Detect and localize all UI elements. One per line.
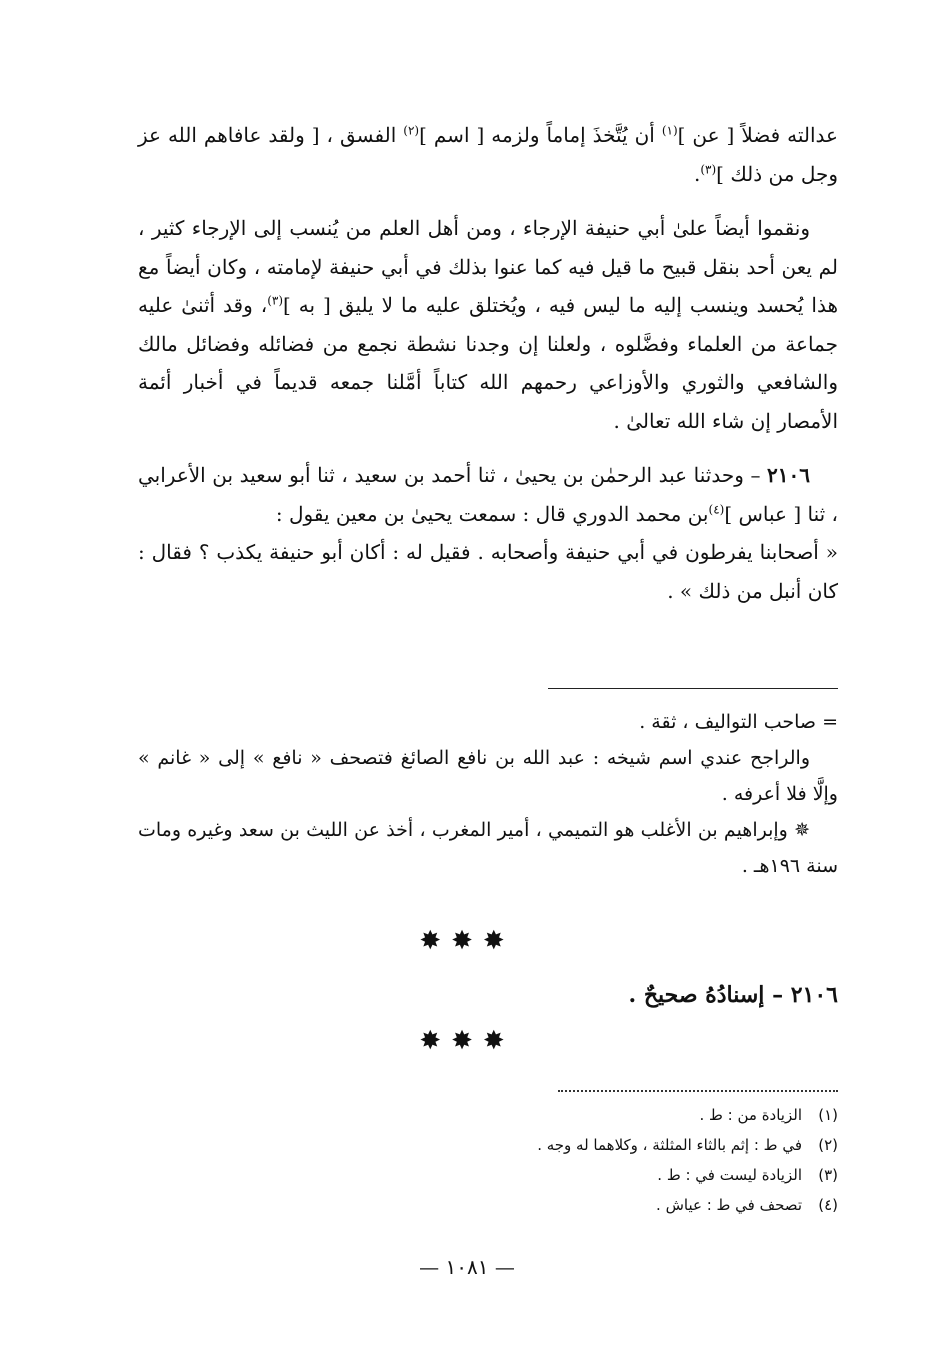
paragraph-1: عدالته فضلاً [ عن ]$^{(١)}$ أن يُتَّخذَ إماماً ولزمه [ اسم ]$^{(٢)}$ الفسق ، [ ولقد عافاهم الله عز وجل من ذلك ]$^{(٣)}$. (138, 123, 838, 186)
footnote-ref-3b: (٣) (267, 293, 284, 308)
hadith-number: ٢١٠٦ (767, 463, 810, 487)
footnote-ref-2: (٢) (403, 123, 420, 138)
footnote-ref-1: (١) (661, 123, 678, 138)
footnote-3: (٣)الزيادة ليست في : ط . (657, 1166, 838, 1184)
paragraph-3: ٢١٠٦ – وحدثنا عبد الرحمٰن بن يحيىٰ ، ثنا أحمد بن سعيد ، ثنا أبو سعيد بن الأعرابي ، ثنا [ عباس ]$^{(٤)}$بن محمد الدوري قال : سمعت يحيىٰ بن معين يقول : (138, 463, 838, 526)
note-3: ✵ وإبراهيم بن الأغلب هو التميمي ، أمير المغرب ، أخذ عن الليث بن سعد وغيره ومات سنة ١٩٦هـ . (138, 819, 838, 877)
footnote-2: (٢)في ط : إثم بالثاء المثلثة ، وكلاهما له وجه . (537, 1136, 838, 1154)
separator-line (548, 688, 838, 689)
star-divider-top: ✸✸✸ (419, 926, 515, 956)
note-1: = صاحب التواليف ، ثقة . (639, 711, 838, 733)
footnote-4: (٤)تصحف في ط : عياش . (656, 1196, 838, 1214)
footnote-1: (١)الزيادة من : ط . (699, 1106, 838, 1124)
footnote-ref-3: (٣) (700, 161, 717, 176)
main-text (138, 116, 838, 610)
paragraph-2: ونقموا أيضاً علىٰ أبي حنيفة الإرجاء ، ومن أهل العلم من يُنسب إلى الإرجاء كثير ، لم يعن أحد بنقل قبيح ما قيل فيه كما عنوا بذلك في أبي حنيفة لإمامته ، وكان أيضاً مع هذا يُحسد وينسب إليه ما ليس فيه ، ويُختلق عليه ما لا يليق [ به ]$^{(٣)}$، وقد أثنىٰ عليه جماعة من العلماء وفضَّلوه ، ولعلنا إن وجدنا نشطة نجمع من فضائله وفضائل مالك والشافعي والثوري والأوزاعي رحمهم الله كتاباً أمَّلنا جمعه قديماً في أخبار أئمة الأمصار إن شاء الله تعالىٰ . (138, 216, 838, 433)
page-number: — ١٠٨١ — (419, 1255, 515, 1279)
footnote-separator (558, 1090, 838, 1092)
footnotes-list (300, 1100, 838, 1220)
note-2: والراجح عندي اسم شيخه : عبد الله بن نافع الصائغ فتصحف « نافع » إلى « غانم » وإلَّا فلا أعرفه . (138, 747, 838, 805)
commentary-notes (138, 704, 838, 884)
footnote-ref-4: (٤) (708, 501, 725, 516)
star-divider-bottom: ✸✸✸ (419, 1026, 515, 1056)
section-heading: ٢١٠٦ – إسنادُهُ صحيحٌ . (628, 982, 838, 1008)
paragraph-4: « أصحابنا يفرطون في أبي حنيفة وأصحابه . فقيل له : أكان أبو حنيفة يكذب ؟ فقال : كان أنبل من ذلك » . (138, 540, 838, 603)
